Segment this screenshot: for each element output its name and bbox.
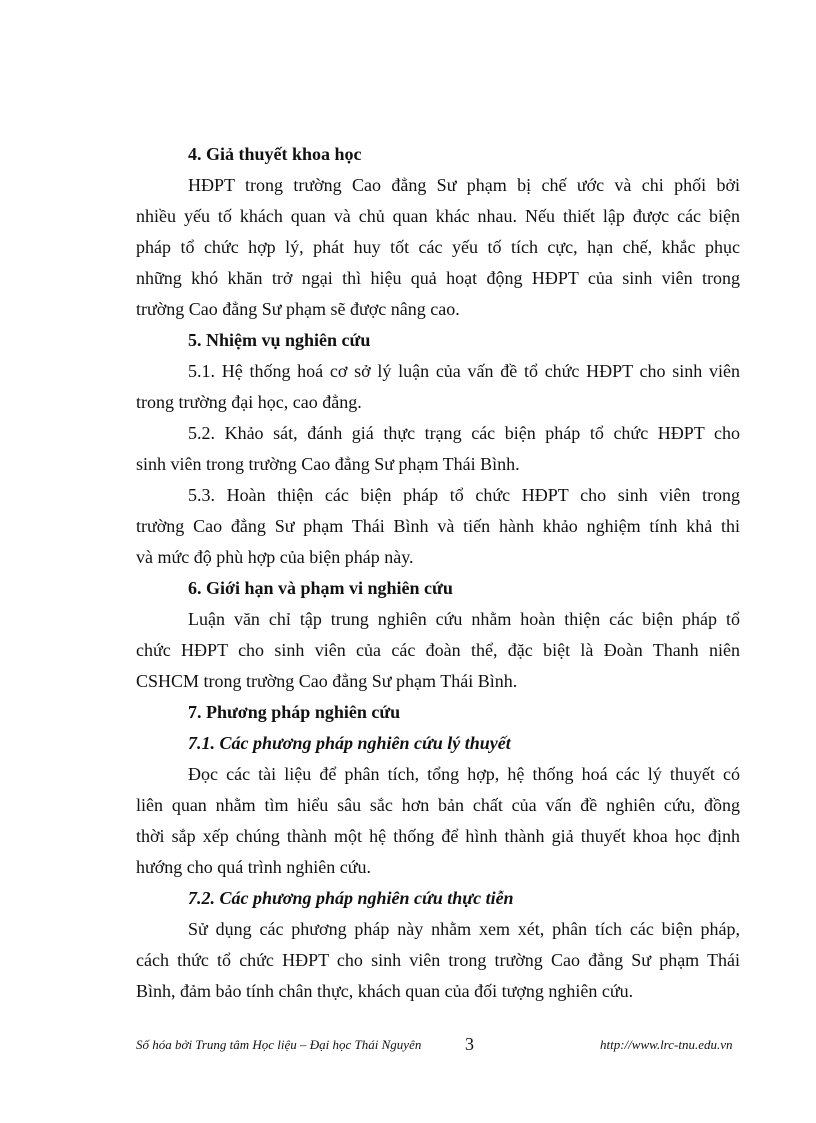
paragraph-line: Bình, đảm bảo tính chân thực, khách quan của đối tượng nghiên cứu.: [136, 981, 634, 1001]
heading-7-1: 7.1. Các phương pháp nghiên cứu lý thuyết: [188, 733, 511, 753]
paragraph-line: 5.1. Hệ thống hoá cơ sở lý luận của vấn đề tổ chức HĐPT cho sinh viên: [188, 361, 740, 381]
paragraph-line: trong trường đại học, cao đẳng.: [136, 392, 362, 412]
paragraph-line: Đọc các tài liệu để phân tích, tổng hợp, hệ thống hoá các lý thuyết có: [188, 764, 740, 784]
paragraph-line: Sử dụng các phương pháp này nhằm xem xét, phân tích các biện pháp,: [188, 919, 740, 939]
paragraph-line: và mức độ phù hợp của biện pháp này.: [136, 547, 414, 567]
paragraph-line: trường Cao đẳng Sư phạm Thái Bình và tiến hành khảo nghiệm tính khả thi: [136, 516, 740, 536]
paragraph-line: thời sắp xếp chúng thành một hệ thống để hình thành giả thuyết khoa học định: [136, 826, 740, 846]
paragraph-line: liên quan nhằm tìm hiểu sâu sắc hơn bản chất của vấn đề nghiên cứu, đồng: [136, 795, 740, 815]
page-number: 3: [465, 1034, 474, 1054]
paragraph-line: HĐPT trong trường Cao đẳng Sư phạm bị chế ước và chi phối bởi: [188, 175, 740, 195]
heading-4: 4. Giả thuyết khoa học: [188, 144, 362, 164]
paragraph-line: sinh viên trong trường Cao đẳng Sư phạm Thái Bình.: [136, 454, 520, 474]
paragraph-line: hướng cho quá trình nghiên cứu.: [136, 857, 371, 877]
paragraph-line: cách thức tổ chức HĐPT cho sinh viên trong trường Cao đẳng Sư phạm Thái: [136, 950, 740, 970]
paragraph-line: nhiều yếu tố khách quan và chủ quan khác nhau. Nếu thiết lập được các biện: [136, 206, 740, 226]
heading-7: 7. Phương pháp nghiên cứu: [188, 702, 401, 722]
paragraph-line: Luận văn chỉ tập trung nghiên cứu nhằm hoàn thiện các biện pháp tổ: [188, 609, 740, 629]
paragraph-line: 5.2. Khảo sát, đánh giá thực trạng các biện pháp tổ chức HĐPT cho: [188, 423, 740, 443]
paragraph-line: CSHCM trong trường Cao đẳng Sư phạm Thái Bình.: [136, 671, 518, 691]
paragraph-line: những khó khăn trở ngại thì hiệu quả hoạt động HĐPT của sinh viên trong: [136, 268, 740, 288]
paragraph-line: 5.3. Hoàn thiện các biện pháp tổ chức HĐPT cho sinh viên trong: [188, 485, 740, 505]
footer-source: Số hóa bởi Trung tâm Học liệu – Đại học Thái Nguyên: [136, 1037, 422, 1052]
paragraph-line: trường Cao đẳng Sư phạm sẽ được nâng cao.: [136, 299, 460, 319]
paragraph-line: pháp tổ chức hợp lý, phát huy tốt các yếu tố tích cực, hạn chế, khắc phục: [136, 237, 740, 257]
heading-6: 6. Giới hạn và phạm vi nghiên cứu: [188, 578, 453, 598]
footer-url[interactable]: http://www.lrc-tnu.edu.vn: [600, 1037, 733, 1052]
heading-5: 5. Nhiệm vụ nghiên cứu: [188, 330, 371, 350]
paragraph-line: chức HĐPT cho sinh viên của các đoàn thể, đặc biệt là Đoàn Thanh niên: [136, 640, 740, 660]
heading-7-2: 7.2. Các phương pháp nghiên cứu thực tiễn: [188, 888, 514, 908]
